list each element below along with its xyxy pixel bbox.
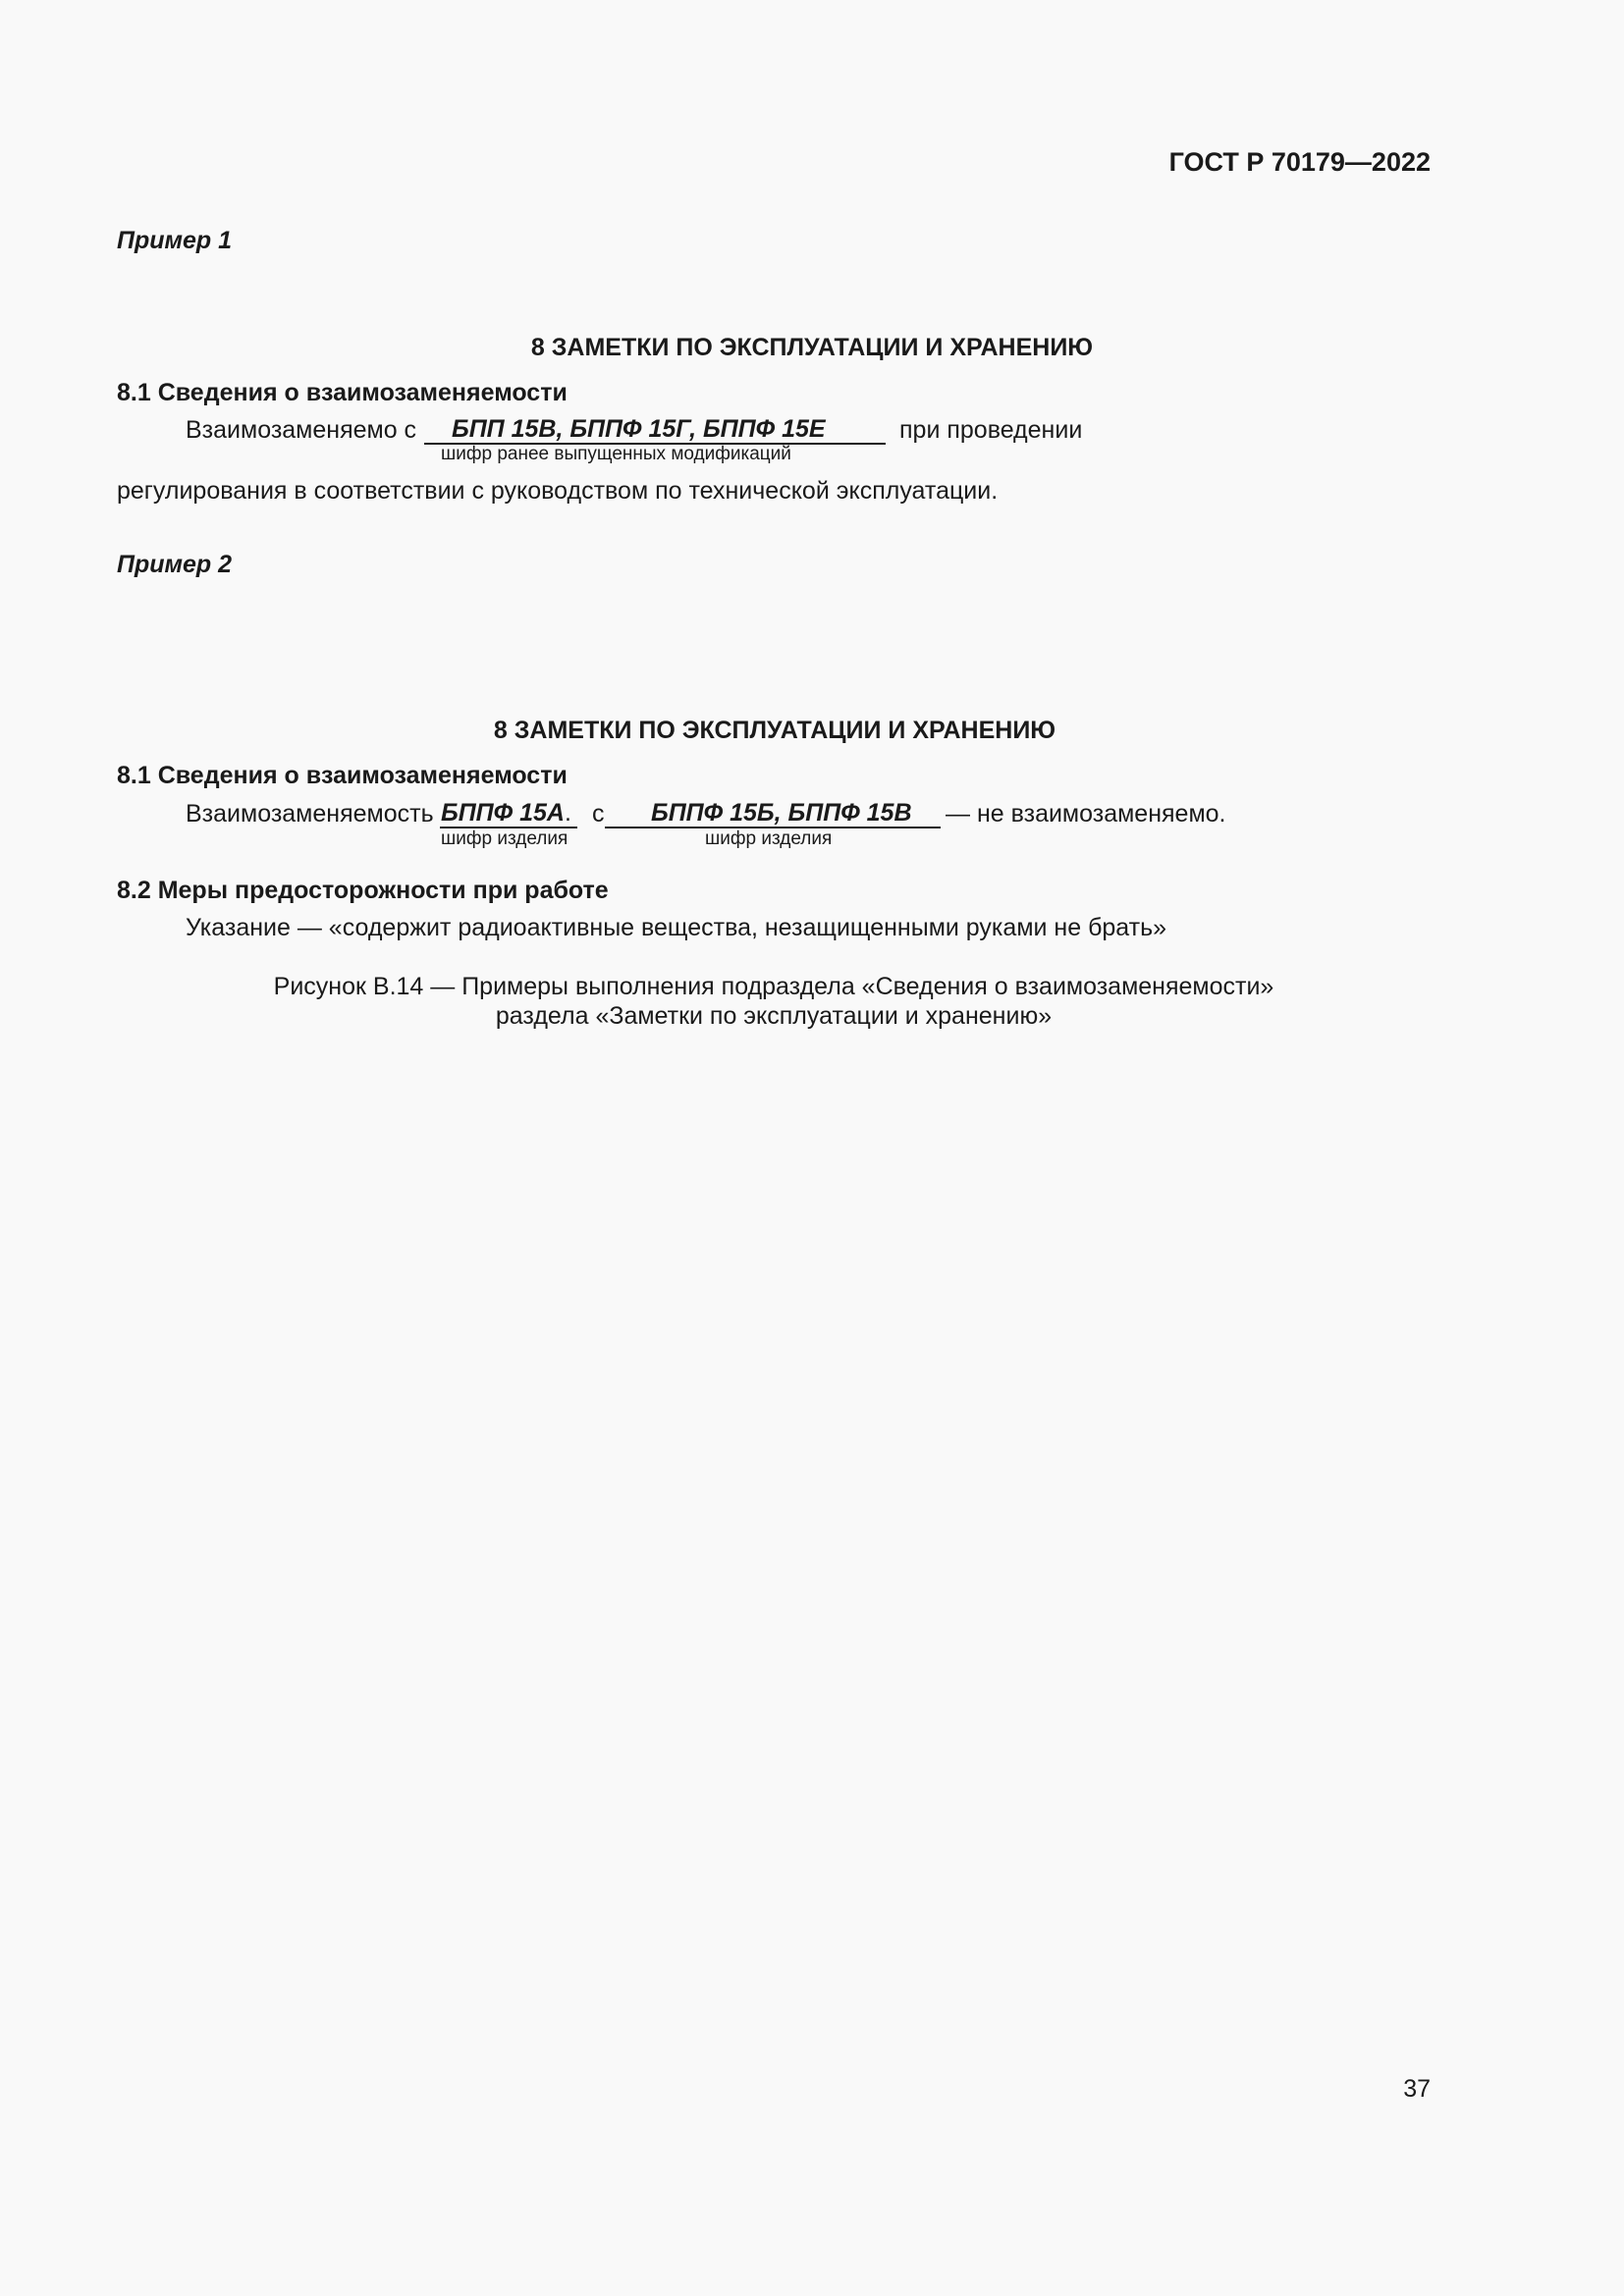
example-2-value-1 [441,801,571,826]
example-1-caption: шифр ранее выпущенных модификаций [441,444,791,464]
example-1-section-title: 8 ЗАМЕТКИ ПО ЭКСПЛУАТАЦИИ И ХРАНЕНИЮ [530,334,1094,361]
example-2-precaution-text: Указание — «содержит радиоактивные вещества, незащищенными руками не брать» [186,914,1167,941]
example-1-subsection-title: 8.1 Сведения о взаимозаменяемости [117,379,568,406]
example-2-with-word: с [592,800,605,828]
example-1-label: Пример 1 [117,227,233,254]
example-2-value-1-text: БППФ 15А [441,799,565,827]
example-2-section-title: 8 ЗАМЕТКИ ПО ЭКСПЛУАТАЦИИ И ХРАНЕНИЮ [493,717,1056,744]
document-code: ГОСТ Р 70179—2022 [1168,147,1431,177]
figure-caption-line-1: Рисунок В.14 — Примеры выполнения подраздела «Сведения о взаимозаменяемости» [273,973,1274,1000]
page-number: 37 [1403,2075,1431,2103]
example-1-interchange-prefix: Взаимозаменяемо с [186,416,417,444]
example-2-label: Пример 2 [117,551,233,578]
example-1-text-line: регулирования в соответствии с руководством по технической эксплуатации. [117,477,999,505]
figure-caption-line-2: раздела «Заметки по эксплуатации и хранению» [495,1002,1053,1030]
example-2-subsection-1-title: 8.1 Сведения о взаимозаменяемости [117,762,568,789]
example-2-caption-2: шифр изделия [705,828,833,849]
example-2-subsection-2-title: 8.2 Меры предосторожности при работе [117,877,609,904]
example-2-interchange-prefix: Взаимозаменяемость [186,800,434,828]
example-2-value-1-punct: . [565,799,571,827]
example-1-interchange-value: БПП 15В, БППФ 15Г, БППФ 15Е [452,415,826,443]
example-1-interchange-suffix: при проведении [899,416,1083,444]
example-2-interchange-suffix: — не взаимозаменяемо. [946,800,1226,828]
example-2-value-2: БППФ 15Б, БППФ 15В [651,799,912,827]
example-2-caption-1: шифр изделия [441,828,568,849]
